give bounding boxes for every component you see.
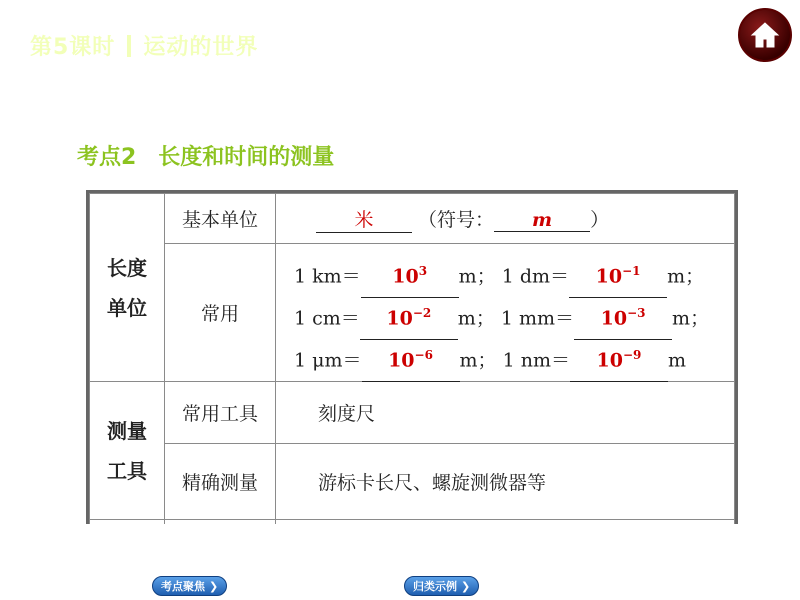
answer-base: 10 <box>386 306 413 329</box>
conversion-suffix: m； <box>458 264 496 287</box>
category-measure-tools <box>90 382 165 520</box>
common-units-label: 常用 <box>165 244 276 382</box>
table-cell-empty <box>90 520 165 525</box>
nav-focus-label: 考点聚焦 <box>161 580 205 593</box>
home-button[interactable] <box>738 8 792 62</box>
answer-exponent: −3 <box>627 305 646 320</box>
chevron-right-icon: ❯ <box>209 580 219 593</box>
section-title: 考点2 长度和时间的测量 <box>77 145 335 170</box>
conversion-answer <box>362 334 460 382</box>
conversion-list <box>276 244 735 382</box>
tool-value: 游标卡长尺、螺旋测微器等 <box>276 444 735 520</box>
basic-unit-answer: 米 <box>316 205 412 233</box>
header-separator <box>127 35 131 57</box>
nav-examples-label: 归类示例 <box>413 580 457 593</box>
nav-focus-button[interactable] <box>152 576 227 596</box>
answer-base: 10 <box>596 348 623 371</box>
conversion-suffix: m <box>667 348 686 371</box>
lesson-topic: 运动的世界 <box>143 35 259 60</box>
tool-label: 精确测量 <box>165 444 276 520</box>
home-icon <box>750 21 780 49</box>
tool-value: 刻度尺 <box>276 382 735 444</box>
conversion-row <box>294 292 734 334</box>
nav-examples-button[interactable] <box>404 576 479 596</box>
answer-exponent: −2 <box>412 305 432 320</box>
basic-unit-content <box>276 194 735 244</box>
summary-table <box>86 190 738 524</box>
conversion-suffix: m； <box>667 264 705 287</box>
conversion-row <box>294 334 734 376</box>
table-cell-empty <box>165 520 276 525</box>
conversion-suffix: m； <box>672 306 710 329</box>
conversion-row <box>294 250 734 292</box>
conversion-prefix: 1 cm＝ <box>294 306 360 329</box>
chevron-right-icon: ❯ <box>461 580 471 593</box>
answer-base: 10 <box>392 264 419 287</box>
answer-exponent: −1 <box>622 263 641 278</box>
basic-unit-label: 基本单位 <box>165 194 276 244</box>
lesson-header <box>30 30 258 61</box>
category-line: 单位 <box>107 295 147 320</box>
category-line: 测量 <box>107 418 147 443</box>
conversion-suffix: m； <box>457 306 495 329</box>
category-line: 长度 <box>107 255 147 280</box>
symbol-suffix: ） <box>590 208 610 231</box>
category-length-unit <box>90 194 165 382</box>
conversion-answer <box>570 334 668 382</box>
lesson-number: 第5课时 <box>30 35 116 60</box>
conversion-prefix: 1 km＝ <box>294 264 361 287</box>
answer-exponent: 3 <box>418 263 428 278</box>
conversion-prefix: 1 nm＝ <box>502 348 570 371</box>
answer-base: 10 <box>595 264 623 287</box>
tool-label: 常用工具 <box>165 382 276 444</box>
category-line: 工具 <box>107 458 147 483</box>
answer-base: 10 <box>388 348 415 371</box>
symbol-answer: m <box>494 209 590 232</box>
table-cell-empty <box>276 520 735 525</box>
conversion-prefix: 1 mm＝ <box>500 306 575 329</box>
symbol-prefix: （符号： <box>418 208 495 231</box>
conversion-prefix: 1 dm＝ <box>501 264 570 287</box>
conversion-prefix: 1 μm＝ <box>294 348 362 371</box>
answer-exponent: −9 <box>622 347 642 362</box>
conversion-suffix: m； <box>459 348 497 371</box>
answer-base: 10 <box>600 306 628 329</box>
answer-exponent: −6 <box>414 347 433 362</box>
